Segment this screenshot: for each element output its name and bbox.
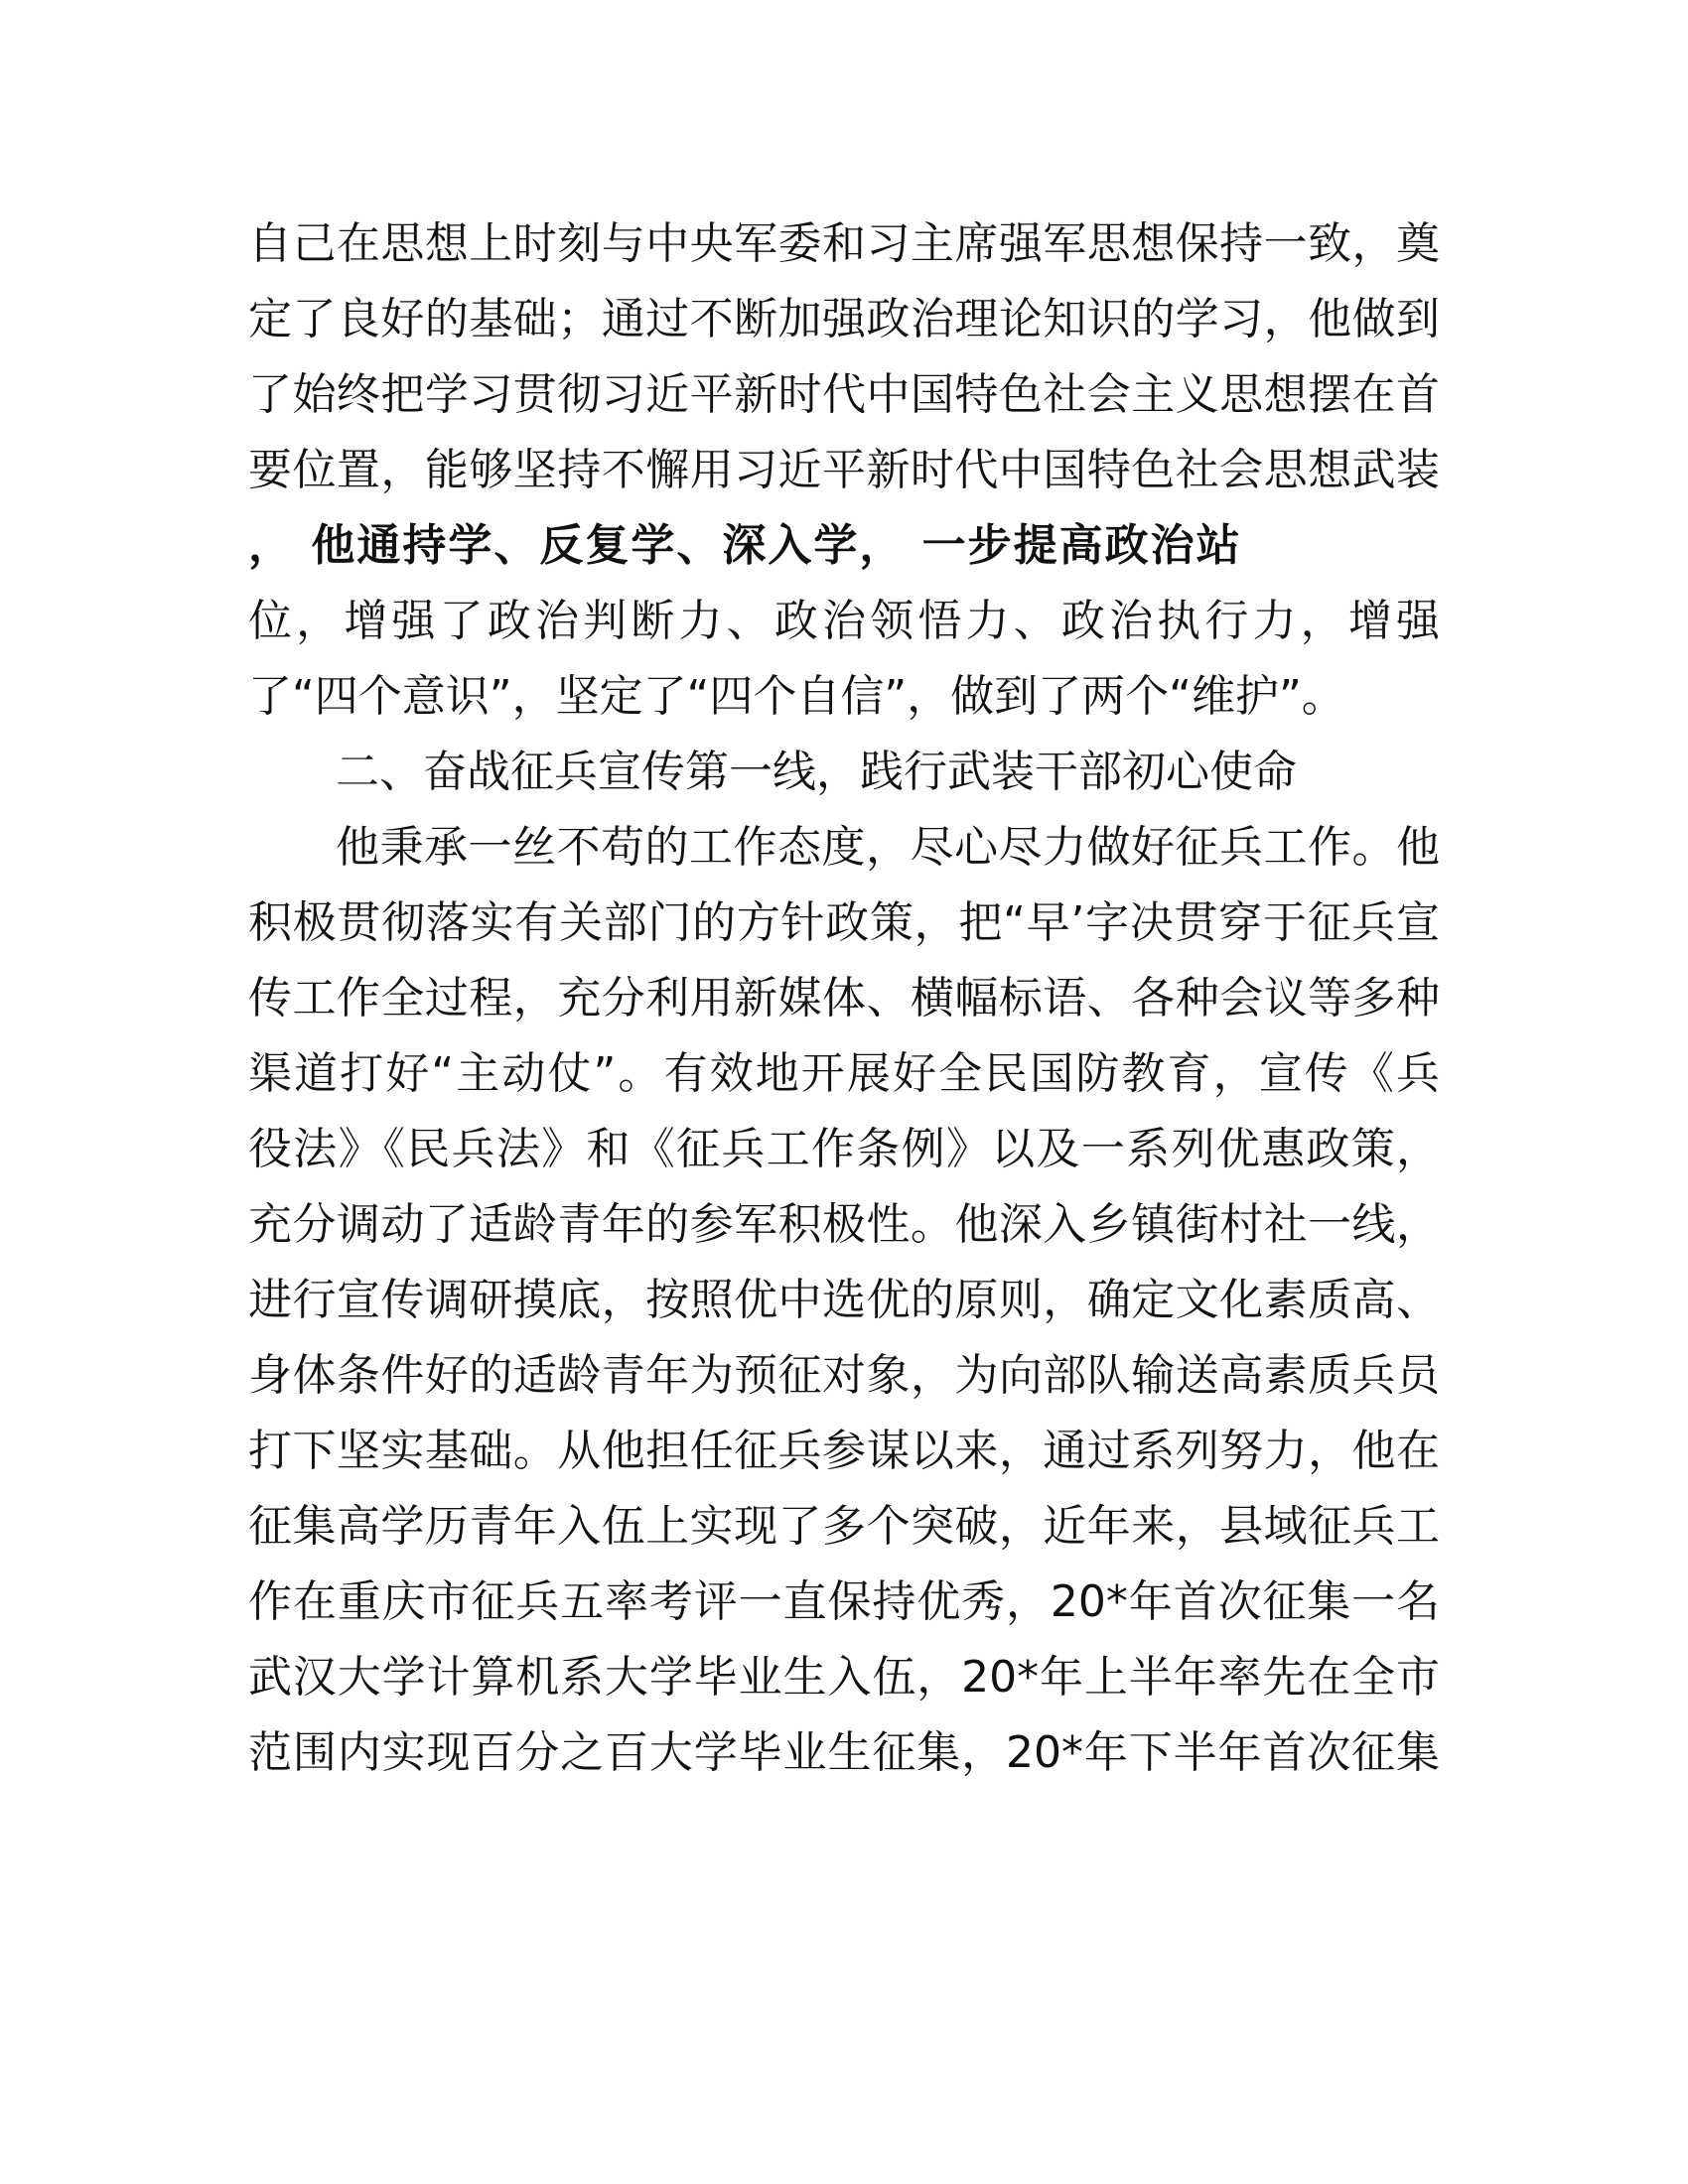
paragraph-2-line-13: 范围内实现百分之百大学毕业生征集，20*年下半年首次征集 (248, 1727, 1440, 1778)
paragraph-2-line-11: 作在重庆市征兵五率考评一直保持优秀，20*年首次征集一名 (248, 1576, 1440, 1627)
paragraph-1-line-2: 定了良好的基础；通过不断加强政治理论知识的学习，他做到 (248, 294, 1440, 344)
paragraph-2-line-8: 身体条件好的适龄青年为预征对象，为向部队输送高素质兵员 (248, 1350, 1440, 1401)
paragraph-2-line-3: 传工作全过程，充分利用新媒体、横幅标语、各种会议等多种 (248, 973, 1440, 1024)
paragraph-1-line-3: 了始终把学习贯彻习近平新时代中国特色社会主义思想摆在首 (248, 369, 1440, 420)
paragraph-2-line-6: 充分调动了适龄青年的参军积极性。他深入乡镇街村社一线， (248, 1199, 1440, 1250)
paragraph-1-line-4: 要位置，能够坚持不懈用习近平新时代中国特色社会思想武装 (248, 445, 1440, 495)
paragraph-1-line-7: 了“四个意识”，坚定了“四个自信”，做到了两个“维护”。 (248, 671, 1345, 722)
paragraph-2-line-1: 他秉承一丝不苟的工作态度，尽心尽力做好征兵工作。他 (336, 822, 1440, 873)
paragraph-1-line-5: ， 他通持学、反复学、深入学， 一步提高政治站 (248, 520, 1242, 571)
paragraph-2-line-9: 打下坚实基础。从他担任征兵参谋以来，通过系列努力，他在 (248, 1426, 1440, 1476)
section-heading: 二、奋战征兵宣传第一线，践行武装干部初心使命 (336, 747, 1297, 797)
paragraph-2-line-10: 征集高学历青年入伍上实现了多个突破，近年来，县域征兵工 (248, 1501, 1440, 1552)
paragraph-2-line-12: 武汉大学计算机系大学毕业生入伍，20*年上半年率先在全市 (248, 1652, 1440, 1703)
paragraph-2-line-7: 进行宣传调研摸底，按照优中选优的原则，确定文化素质高、 (248, 1275, 1440, 1325)
paragraph-2-line-4: 渠道打好“主动仗”。有效地开展好全民国防教育，宣传《兵 (248, 1048, 1440, 1099)
paragraph-1-line-6: 位，增强了政治判断力、政治领悟力、政治执行力，增强 (248, 596, 1440, 646)
paragraph-1-line-1: 自己在思想上时刻与中央军委和习主席强军思想保持一致，奠 (248, 218, 1440, 269)
paragraph-2-line-2: 积极贯彻落实有关部门的方针政策，把“早’字决贯穿于征兵宣 (248, 897, 1440, 948)
paragraph-2-line-5: 役法》《民兵法》和《征兵工作条例》以及一系列优惠政策， (248, 1124, 1440, 1174)
